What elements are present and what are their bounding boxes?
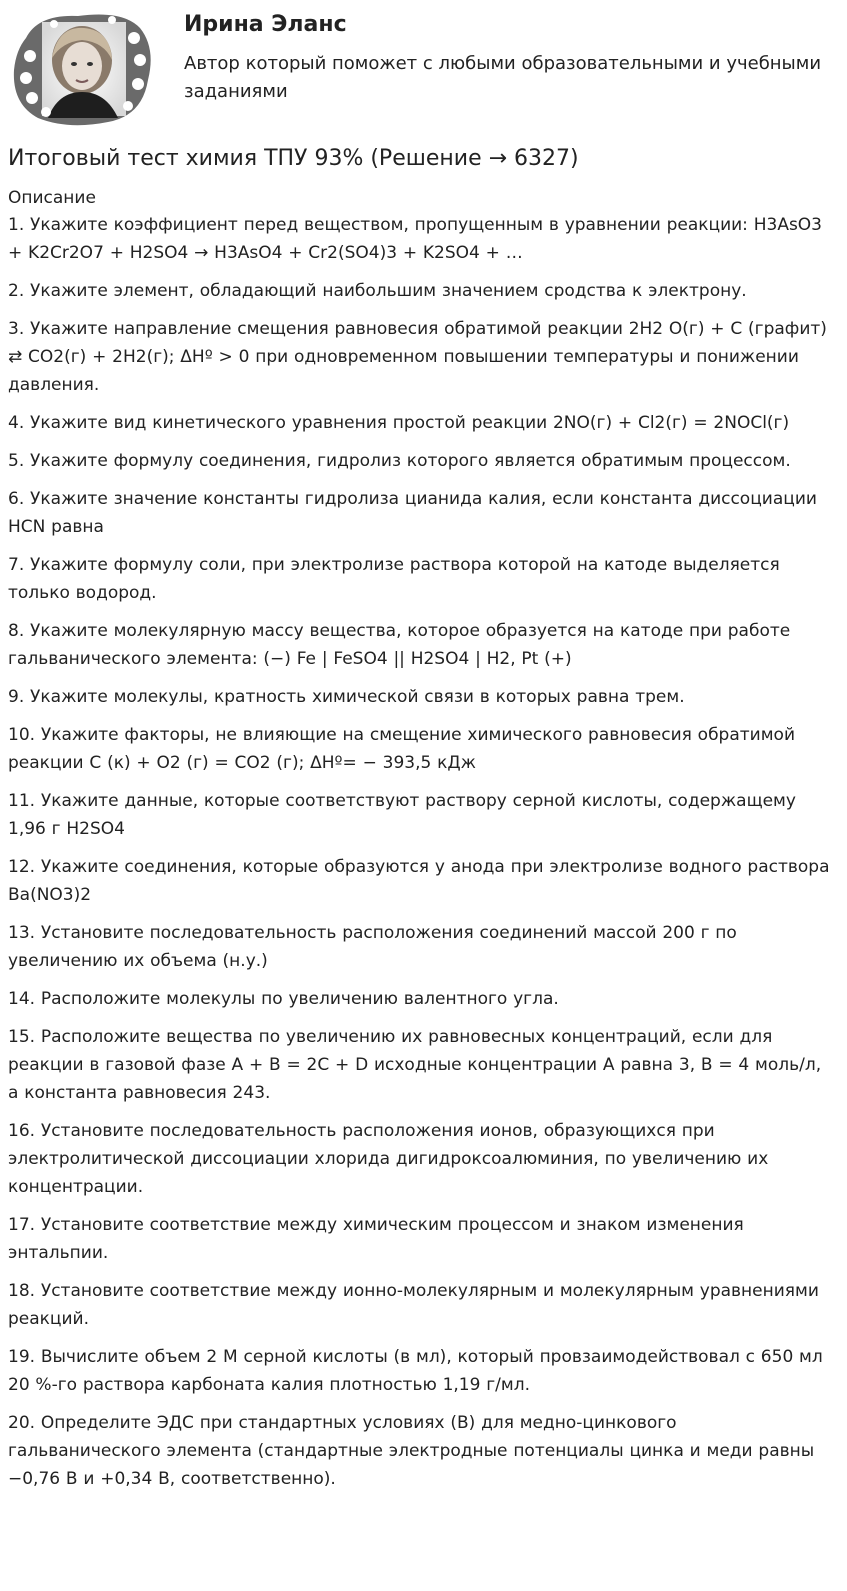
question-item-14: 14. Расположите молекулы по увеличению валентного угла. [8,989,559,1009]
question-item-20: 20. Определите ЭДС при стандартных условиях (В) для медно-цинкового гальванического элемента (стандартные электродные потенциалы цинка и меди равны −0,76 В и +0,34 В, соответственно). [8,1413,815,1489]
description-label: Описание [8,188,96,208]
page-title: Итоговый тест химия ТПУ 93% (Решение → 6327) [8,146,579,171]
question-item-17: 17. Установите соответствие между химическим процессом и знаком изменения энтальпии. [8,1215,744,1263]
question-item-16: 16. Установите последовательность расположения ионов, образующихся при электролитической диссоциации хлорида дигидроксоалюминия, по увеличению их концентрации. [8,1121,769,1197]
question-item-1: 1. Укажите коэффициент перед веществом, пропущенным в уравнении реакции: H3AsO3 + K2Cr2O7 + H2SO4 → H3AsO4 + Cr2(SO4)3 + K2SO4 + … [8,215,822,263]
author-name[interactable]: Ирина Эланс [184,12,347,37]
question-item-15: 15. Расположите вещества по увеличению их равновесных концентраций, если для реакции в газовой фазе A + B = 2C + D исходные концентрации A равна 3, B = 4 моль/л, а константа равновесия 243. [8,1027,822,1103]
question-list [8,211,834,1503]
author-avatar[interactable] [8,8,158,128]
question-item-5: 5. Укажите формулу соединения, гидролиз которого является обратимым процессом. [8,451,791,471]
question-item-12: 12. Укажите соединения, которые образуются у анода при электролизе водного раствора Ba(NO3)2 [8,857,830,905]
question-item-8: 8. Укажите молекулярную массу вещества, которое образуется на катоде при работе гальванического элемента: (−) Fe | FeSO4 || H2SO4 | H2, Pt (+) [8,621,791,669]
question-item-10: 10. Укажите факторы, не влияющие на смещение химического равновесия обратимой реакции C (к) + O2 (г) = CO2 (г); ΔHº= − 393,5 кДж [8,725,795,773]
question-item-19: 19. Вычислите объем 2 М серной кислоты (в мл), который провзаимодействовал с 650 мл 20 %-го раствора карбоната калия плотностью 1,19 г/мл. [8,1347,823,1395]
question-item-11: 11. Укажите данные, которые соответствуют раствору серной кислоты, содержащему 1,96 г H2SO4 [8,791,796,839]
question-item-6: 6. Укажите значение константы гидролиза цианида калия, если константа диссоциации HCN равна [8,489,817,537]
question-item-4: 4. Укажите вид кинетического уравнения простой реакции 2NO(г) + Cl2(г) = 2NOCl(г) [8,413,790,433]
question-item-3: 3. Укажите направление смещения равновесия обратимой реакции 2H2 O(г) + C (графит) ⇄ CO2(г) + 2H2(г); ΔHº > 0 при одновременном повышении температуры и понижении давления. [8,319,827,395]
author-description: Автор который поможет с любыми образовательными и учебными заданиями [184,53,822,102]
question-item-13: 13. Установите последовательность расположения соединений массой 200 г по увеличению их объема (н.у.) [8,923,737,971]
question-item-2: 2. Укажите элемент, обладающий наибольшим значением сродства к электрону. [8,281,747,301]
author-block [8,8,838,128]
question-item-7: 7. Укажите формулу соли, при электролизе раствора которой на катоде выделяется только водород. [8,555,780,603]
question-item-18: 18. Установите соответствие между ионно-молекулярным и молекулярным уравнениями реакций. [8,1281,819,1329]
question-item-9: 9. Укажите молекулы, кратность химической связи в которых равна трем. [8,687,685,707]
